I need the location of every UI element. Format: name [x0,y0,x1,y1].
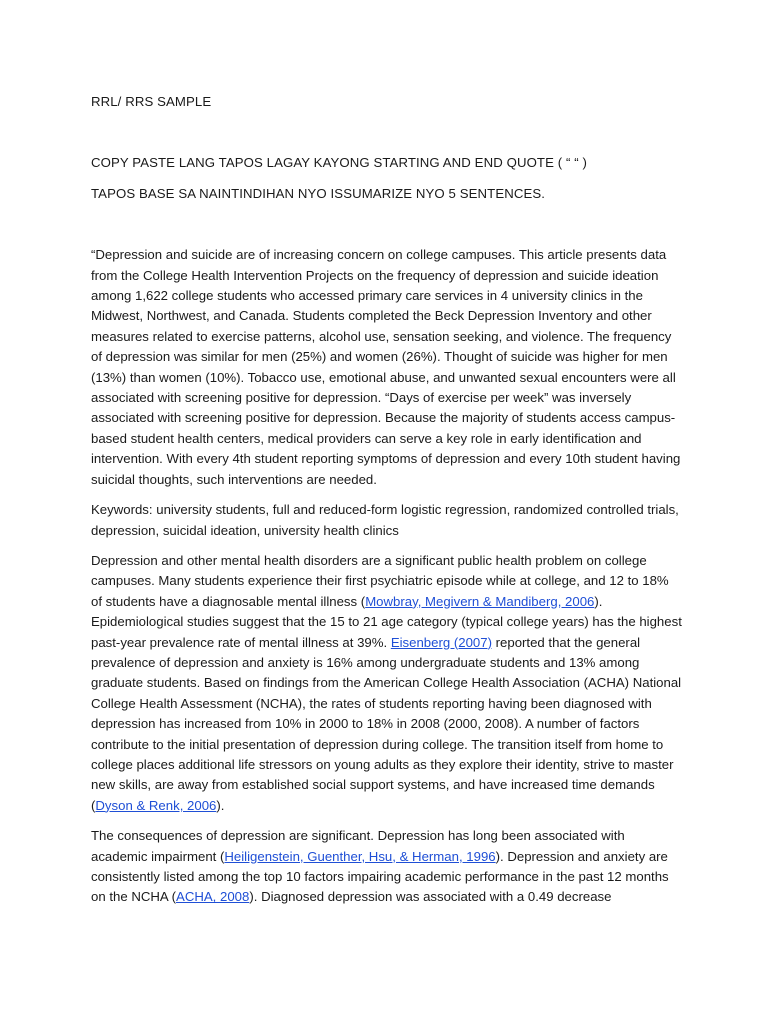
abstract-paragraph: “Depression and suicide are of increasing concern on college campuses. This article presents data from the College Health Intervention Projects on the frequency of depression and suicide ideation among 1,622 college students who accessed primary care services in 4 university clinics in the Midwest, Northwest, and Canada. Students completed the Beck Depression Inventory and other measures related to exercise patterns, alcohol use, sensation seeking, and violence. The frequency of depression was similar for men (25%) and women (26%). Thought of suicide was higher for men (13%) than women (10%). Tobacco use, emotional abuse, and unwanted sexual encounters were all associated with screening positive for depression. “Days of exercise per week” was inversely associated with screening positive for depression. Because the majority of students access campus-based student health centers, medical providers can serve a key role in early identification and intervention. With every 4th student reporting symptoms of depression and every 10th student having suicidal thoughts, such interventions are needed. [91,247,681,487]
consequences-paragraph [91,826,683,908]
document-title: RRL/ RRS SAMPLE [91,94,212,109]
introduction-paragraph [91,551,683,816]
citation-link-eisenberg[interactable]: Eisenberg (2007) [390,634,492,650]
paragraph-text: ). Depression and anxiety are consistently listed among the top 10 factors impairing academic performance in the past 12 months on the NCHA ( [91,848,669,905]
instruction-line-2: TAPOS BASE SA NAINTINDIHAN NYO ISSUMARIZE NYO 5 SENTENCES. [91,185,546,201]
paragraph-text: ). [216,797,225,813]
citation-link-mowbray[interactable]: Mowbray, Megivern & Mandiberg, 2006 [365,593,595,609]
citation-link-heiligenstein[interactable]: Heiligenstein, Guenther, Hsu, & Herman, 1996 [224,848,496,864]
paragraph-text: ). Epidemiological studies suggest that the 15 to 21 age category (typical college years) has the highest past-year prevalence rate of mental illness at 39%. [91,593,682,650]
citation-link-dyson-renk[interactable]: Dyson & Renk, 2006 [95,797,217,813]
document-body [91,92,683,918]
citation-link-acha[interactable]: ACHA, 2008 [176,889,250,905]
paragraph-text: The consequences of depression are significant. Depression has long been associated with academic impairment ( [91,828,625,864]
paragraph-text: reported that the general prevalence of depression and anxiety is 16% among undergraduate students and 13% among graduate students. Based on findings from the American College Health Association (ACHA) National College Health Assessment (NCHA), the rates of students reporting having been diagnosed with depression has increased from 10% in 2000 to 18% in 2008 (2000, 2008). A number of factors contribute to the initial presentation of depression during college. The transition itself from home to college places additional life stressors on young adults as they explore their identity, strive to master new skills, are away from established social support systems, and have increased time demands ( [91,634,682,813]
keywords-paragraph: Keywords: university students, full and reduced-form logistic regression, randomized controlled trials, depression, suicidal ideation, university health clinics [91,502,679,538]
instruction-line-1: COPY PASTE LANG TAPOS LAGAY KAYONG STARTING AND END QUOTE ( “ “ ) [91,155,587,171]
paragraph-text: ). Diagnosed depression was associated with a 0.49 decrease [249,889,612,905]
paragraph-text: Depression and other mental health disorders are a significant public health problem on college campuses. Many students experience their first psychiatric episode while at college, and 12 to 18% of students have a diagnosable mental illness ( [91,552,669,609]
